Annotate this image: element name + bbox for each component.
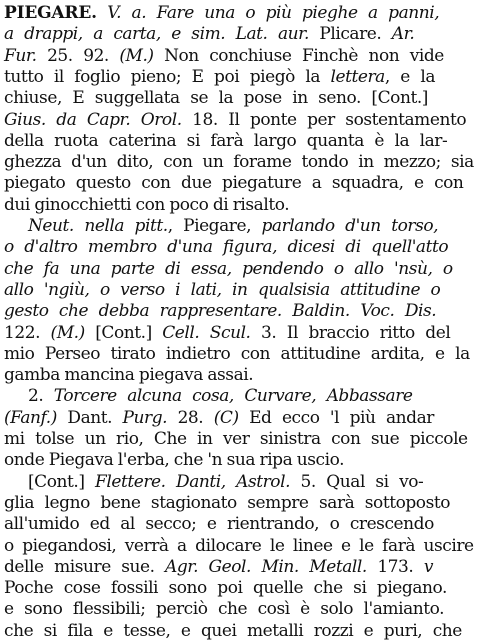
italic-text: (C) — [213, 407, 239, 428]
text-line — [28, 471, 423, 493]
text-line — [4, 236, 448, 258]
text-segment: Non conchiuse Finchè non vide — [153, 45, 444, 66]
italic-text: Neut. nella pitt. — [28, 216, 168, 236]
text-line — [4, 151, 474, 173]
text-segment: o piegandosi, verrà a dilocare le linee e le farà uscire — [4, 535, 474, 556]
text-segment: glia legno bene stagionato sempre sarà sottoposto — [4, 492, 451, 513]
text-segment: [Cont.] — [84, 322, 163, 343]
italic-text: Ar. — [391, 24, 415, 45]
text-line — [4, 492, 450, 514]
italic-text: allo 'ngiù, o verso i lati, in qualsisia attitudine o — [4, 279, 441, 300]
text-segment: ghezza d'un dito, con un forame tondo in mezzo; sia — [4, 152, 474, 173]
text-segment — [97, 3, 107, 23]
italic-text: V. a. Fare una o più pieghe a panni, — [107, 3, 440, 23]
text-line — [4, 194, 289, 216]
italic-text: o d'altro membro d'una figura, dicesi di quell'atto — [4, 237, 449, 258]
text-segment: 18. Il ponte per sostentamento — [181, 109, 467, 130]
text-line — [4, 343, 470, 365]
text-segment: dui ginocchietti con poco di risalto. — [4, 194, 290, 215]
text-line — [4, 23, 414, 45]
italic-text: (M.) — [119, 45, 154, 66]
text-line — [4, 577, 447, 599]
text-line — [4, 364, 253, 386]
text-segment: della ruota caterina si farà largo quanta è la lar- — [4, 130, 448, 151]
italic-text: (Fanf.) — [4, 407, 57, 428]
text-segment: mio Perseo tirato indietro con attitudine ardita, e la — [4, 343, 470, 364]
text-segment: 28. — [167, 407, 214, 428]
text-line — [4, 449, 344, 471]
italic-text: Gius. da Capr. Orol. — [4, 109, 182, 130]
text-line — [4, 535, 474, 557]
text-line — [4, 598, 444, 620]
text-segment: gamba mancina piegava assai. — [4, 365, 254, 386]
italic-text: lettera — [330, 66, 385, 87]
text-segment: Poche cose fossili sono poi quelle che si piegano. — [4, 578, 447, 599]
text-line — [4, 66, 435, 88]
text-segment: , e la — [384, 66, 436, 87]
text-segment: e sono flessibili; perciò che così è solo l'amianto. — [4, 599, 445, 620]
text-line — [4, 300, 436, 322]
headword: PIEGARE. — [4, 3, 97, 23]
italic-text: (M.) — [50, 322, 85, 343]
text-line — [4, 45, 444, 67]
text-segment: mi tolse un rio, Che in ver sinistra con sue piccole — [4, 429, 468, 449]
text-segment: all'umido ed al secco; e rientrando, o crescendo — [4, 514, 434, 535]
text-segment: piegato questo con due piegature a squadra, e con — [4, 173, 464, 194]
text-segment: Plicare. — [308, 24, 392, 45]
text-line — [4, 109, 466, 131]
text-line — [4, 513, 434, 535]
text-segment: tutto il foglio pieno; E poi piegò la — [4, 66, 331, 87]
text-line — [4, 2, 439, 24]
text-segment: 3. Il braccio ritto del — [250, 322, 451, 343]
text-line — [4, 172, 463, 194]
text-segment: , Piegare, — [167, 216, 262, 236]
italic-text: Cell. Scul. — [162, 322, 251, 343]
text-segment: chiuse, E suggellata se la pose in seno. [Cont.] — [4, 88, 428, 109]
text-segment: 122. — [4, 322, 51, 343]
text-line — [4, 556, 433, 578]
text-segment: 5. Qual si vo- — [290, 471, 424, 492]
italic-text: gesto che debba rappresentare. Baldin. Voc. Dis. — [4, 301, 437, 322]
text-line — [4, 130, 447, 152]
text-segment: [Cont.] — [28, 471, 95, 492]
text-line — [4, 87, 428, 109]
text-line — [4, 279, 440, 301]
text-line — [4, 620, 462, 642]
text-line — [4, 428, 468, 450]
text-segment: 173. — [366, 556, 424, 577]
text-line — [4, 322, 450, 344]
italic-text: Purg. — [122, 407, 168, 428]
italic-text: che fa una parte di essa, pendendo o allo 'nsù, o — [4, 258, 453, 279]
text-segment: 2. — [28, 386, 54, 407]
italic-text: parlando d'un torso, — [261, 216, 439, 236]
text-segment: delle misure sue. — [4, 556, 166, 577]
text-line — [28, 215, 438, 237]
text-segment: che si fila e tesse, e quei metalli rozzi e puri, che — [4, 620, 462, 641]
text-segment: onde Piegava l'erba, che 'n sua ripa uscio. — [4, 450, 345, 471]
italic-text: Torcere alcuna cosa, Curvare, Abbassare — [53, 386, 413, 407]
italic-text: a drappi, a carta, e sim. Lat. aur. — [4, 24, 309, 45]
text-segment: 25. 92. — [36, 45, 120, 66]
italic-text: Fur. — [4, 45, 37, 66]
text-line — [4, 407, 434, 429]
italic-text: Flettere. Danti, Astrol. — [95, 471, 291, 492]
text-segment: Ed ecco 'l più andar — [238, 407, 434, 428]
text-segment: Dant. — [56, 407, 123, 428]
italic-text: v — [423, 556, 433, 577]
text-line — [28, 385, 413, 407]
italic-text: Agr. Geol. Min. Metall. — [165, 556, 367, 577]
text-line — [4, 258, 453, 280]
